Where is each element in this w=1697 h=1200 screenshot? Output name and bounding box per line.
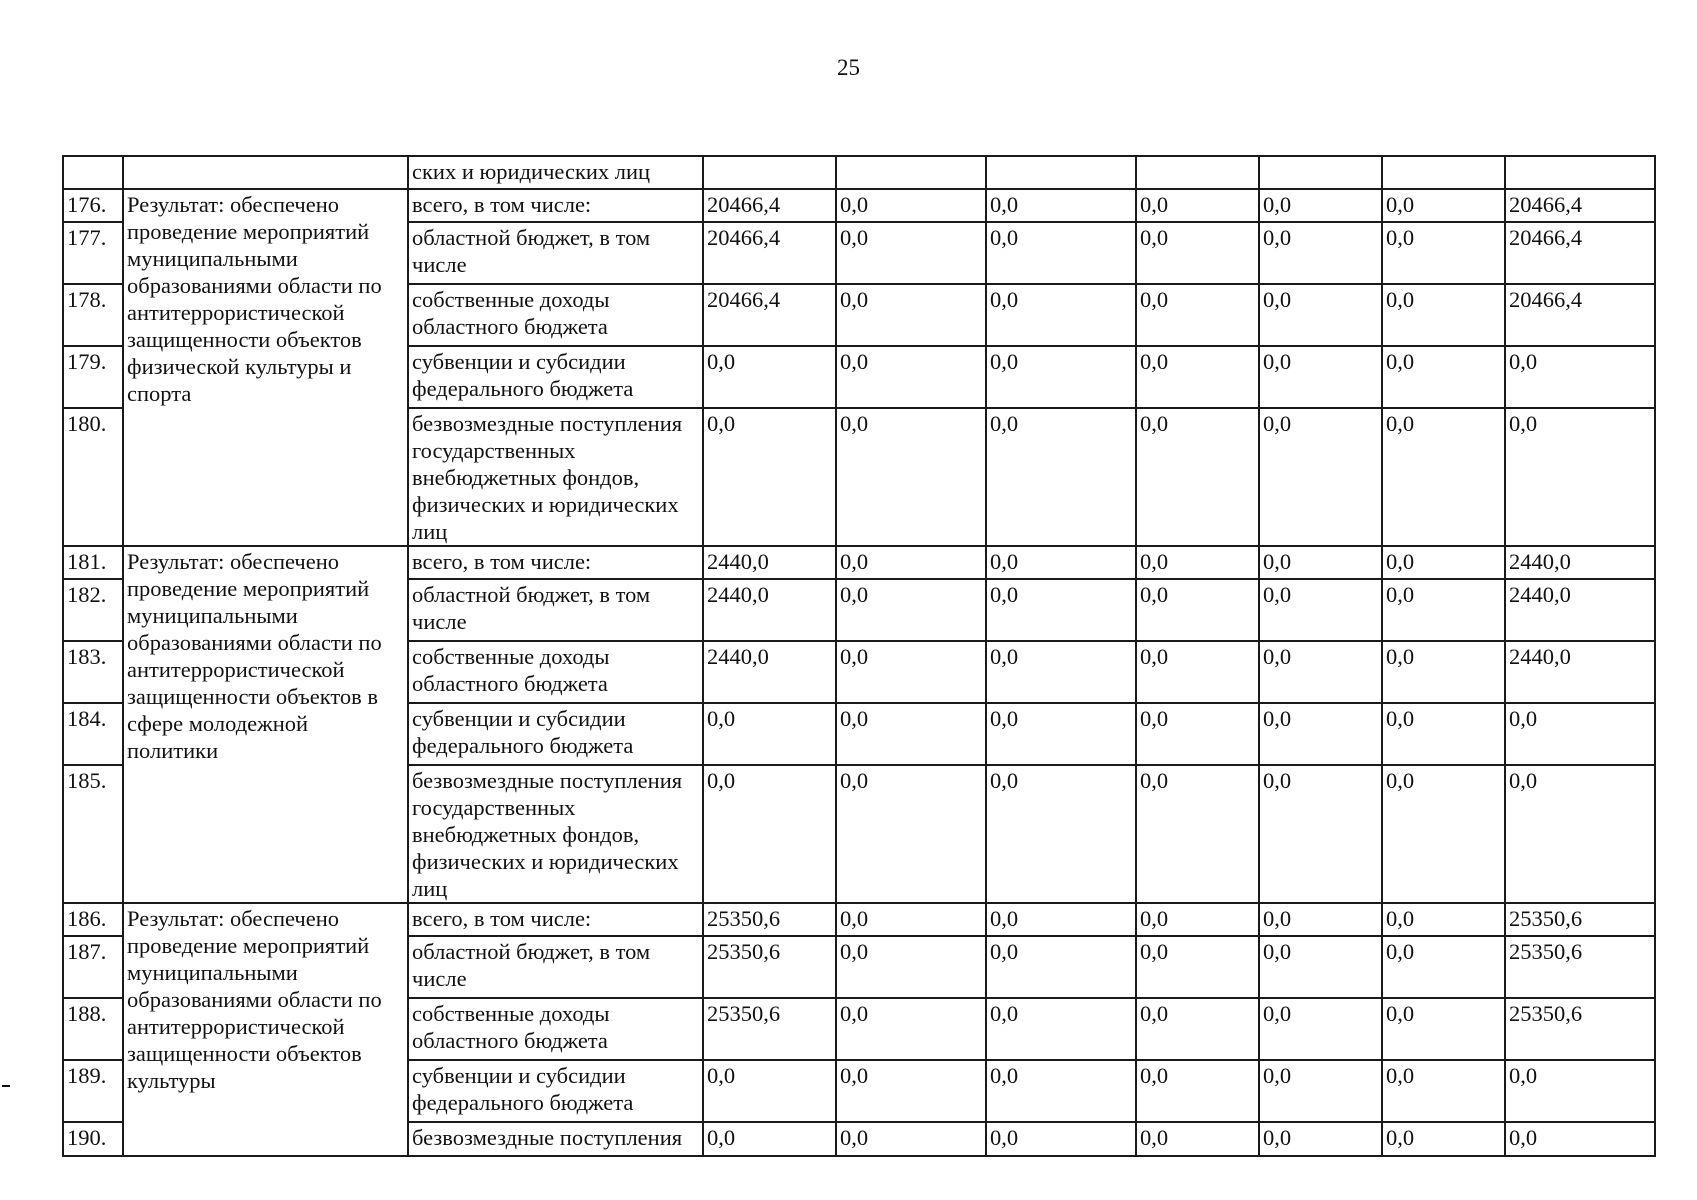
funding-source-cell: областной бюджет, в том числе — [408, 222, 703, 284]
value-cell: 0,0 — [1382, 579, 1505, 641]
value-cell: 0,0 — [1382, 641, 1505, 703]
value-cell: 0,0 — [986, 936, 1136, 998]
value-cell: 0,0 — [1136, 284, 1259, 346]
value-cell: 0,0 — [703, 1122, 836, 1156]
value-cell: 20466,4 — [703, 222, 836, 284]
funding-source-cell: ских и юридических лиц — [408, 156, 703, 189]
value-cell: 0,0 — [836, 546, 986, 579]
value-cell: 0,0 — [986, 222, 1136, 284]
value-cell: 0,0 — [703, 408, 836, 546]
value-cell: 0,0 — [1136, 546, 1259, 579]
row-number-cell: 189. — [63, 1060, 123, 1122]
row-number-cell — [63, 156, 123, 189]
value-cell: 25350,6 — [703, 903, 836, 936]
value-cell: 0,0 — [1382, 1122, 1505, 1156]
value-cell: 0,0 — [1382, 1060, 1505, 1122]
value-cell: 20466,4 — [703, 284, 836, 346]
value-cell: 0,0 — [986, 765, 1136, 903]
value-cell: 0,0 — [1136, 189, 1259, 222]
row-number-cell: 181. — [63, 546, 123, 579]
funding-source-cell: безвозмездные поступления государственных внебюджетных фондов, физических и юридических лиц — [408, 408, 703, 546]
value-cell: 0,0 — [1382, 903, 1505, 936]
value-cell: 0,0 — [1382, 998, 1505, 1060]
value-cell: 20466,4 — [703, 189, 836, 222]
row-number-cell: 182. — [63, 579, 123, 641]
value-cell — [703, 156, 836, 189]
value-cell: 0,0 — [1259, 579, 1382, 641]
table-row — [63, 903, 1655, 936]
value-cell: 0,0 — [836, 346, 986, 408]
value-cell: 0,0 — [986, 284, 1136, 346]
row-number-cell: 185. — [63, 765, 123, 903]
value-cell: 20466,4 — [1505, 222, 1655, 284]
value-cell: 0,0 — [1259, 703, 1382, 765]
value-cell: 0,0 — [1259, 189, 1382, 222]
value-cell: 0,0 — [1505, 1060, 1655, 1122]
value-cell: 0,0 — [836, 1060, 986, 1122]
row-number-cell: 176. — [63, 189, 123, 222]
value-cell: 0,0 — [1136, 936, 1259, 998]
value-cell: 0,0 — [1136, 903, 1259, 936]
value-cell: 0,0 — [836, 765, 986, 903]
value-cell: 0,0 — [986, 346, 1136, 408]
value-cell: 0,0 — [986, 546, 1136, 579]
value-cell: 0,0 — [1382, 222, 1505, 284]
value-cell: 0,0 — [1259, 222, 1382, 284]
funding-source-cell: субвенции и субсидии федерального бюджета — [408, 703, 703, 765]
value-cell: 0,0 — [836, 703, 986, 765]
row-number-cell: 187. — [63, 936, 123, 998]
value-cell — [1505, 156, 1655, 189]
value-cell: 0,0 — [986, 579, 1136, 641]
value-cell: 0,0 — [986, 903, 1136, 936]
result-cell: Результат: обеспечено проведение мероприятий муниципальными образованиями области по антитеррористической защищенности объектов культуры — [123, 903, 408, 1156]
value-cell: 0,0 — [986, 703, 1136, 765]
value-cell — [1259, 156, 1382, 189]
value-cell: 0,0 — [1136, 1122, 1259, 1156]
value-cell: 0,0 — [1382, 765, 1505, 903]
table-row-continuation — [63, 156, 1655, 189]
funding-source-cell: всего, в том числе: — [408, 903, 703, 936]
table-row — [63, 546, 1655, 579]
funding-source-cell: областной бюджет, в том числе — [408, 936, 703, 998]
value-cell: 0,0 — [986, 1122, 1136, 1156]
budget-table — [62, 155, 1656, 1157]
value-cell: 0,0 — [1259, 903, 1382, 936]
value-cell: 0,0 — [836, 189, 986, 222]
page-number: 25 — [837, 55, 860, 80]
row-number-cell: 183. — [63, 641, 123, 703]
value-cell: 0,0 — [1382, 189, 1505, 222]
value-cell — [836, 156, 986, 189]
value-cell: 0,0 — [836, 903, 986, 936]
value-cell: 0,0 — [1136, 765, 1259, 903]
value-cell: 0,0 — [703, 346, 836, 408]
value-cell: 25350,6 — [1505, 936, 1655, 998]
funding-source-cell: всего, в том числе: — [408, 546, 703, 579]
value-cell: 2440,0 — [703, 546, 836, 579]
value-cell: 0,0 — [836, 284, 986, 346]
value-cell: 0,0 — [1259, 1060, 1382, 1122]
value-cell: 2440,0 — [1505, 546, 1655, 579]
value-cell: 2440,0 — [703, 641, 836, 703]
row-number-cell: 177. — [63, 222, 123, 284]
value-cell: 0,0 — [1259, 641, 1382, 703]
value-cell: 0,0 — [836, 222, 986, 284]
funding-source-cell: собственные доходы областного бюджета — [408, 998, 703, 1060]
value-cell: 0,0 — [1136, 408, 1259, 546]
value-cell — [1382, 156, 1505, 189]
value-cell: 0,0 — [1505, 346, 1655, 408]
value-cell: 0,0 — [986, 998, 1136, 1060]
funding-source-cell: всего, в том числе: — [408, 189, 703, 222]
value-cell: 0,0 — [1259, 408, 1382, 546]
value-cell: 0,0 — [986, 641, 1136, 703]
value-cell: 2440,0 — [1505, 579, 1655, 641]
value-cell: 0,0 — [1136, 346, 1259, 408]
value-cell: 0,0 — [703, 1060, 836, 1122]
funding-source-cell: субвенции и субсидии федерального бюджета — [408, 1060, 703, 1122]
margin-mark — [2, 1085, 10, 1087]
value-cell: 0,0 — [1382, 284, 1505, 346]
value-cell: 0,0 — [1259, 346, 1382, 408]
row-number-cell: 190. — [63, 1122, 123, 1156]
row-number-cell: 188. — [63, 998, 123, 1060]
row-number-cell: 180. — [63, 408, 123, 546]
value-cell: 0,0 — [1382, 936, 1505, 998]
value-cell: 25350,6 — [1505, 903, 1655, 936]
result-cell: Результат: обеспечено проведение мероприятий муниципальными образованиями области по антитеррористической защищенности объектов в сфере молодежной политики — [123, 546, 408, 903]
value-cell: 0,0 — [836, 408, 986, 546]
value-cell: 0,0 — [1382, 546, 1505, 579]
result-cell: Результат: обеспечено проведение мероприятий муниципальными образованиями области по антитеррористической защищенности объектов физической культуры и спорта — [123, 189, 408, 546]
value-cell — [1136, 156, 1259, 189]
value-cell: 0,0 — [1136, 222, 1259, 284]
value-cell: 0,0 — [1136, 703, 1259, 765]
value-cell: 0,0 — [836, 579, 986, 641]
value-cell: 0,0 — [1259, 765, 1382, 903]
value-cell: 0,0 — [986, 189, 1136, 222]
value-cell: 0,0 — [1259, 998, 1382, 1060]
value-cell: 0,0 — [1259, 284, 1382, 346]
value-cell: 0,0 — [1505, 408, 1655, 546]
value-cell: 0,0 — [836, 641, 986, 703]
value-cell: 0,0 — [1259, 1122, 1382, 1156]
row-number-cell: 178. — [63, 284, 123, 346]
value-cell: 0,0 — [836, 1122, 986, 1156]
value-cell: 0,0 — [986, 408, 1136, 546]
value-cell: 0,0 — [1136, 998, 1259, 1060]
value-cell: 0,0 — [703, 765, 836, 903]
value-cell: 0,0 — [1382, 703, 1505, 765]
row-number-cell: 179. — [63, 346, 123, 408]
row-number-cell: 186. — [63, 903, 123, 936]
funding-source-cell: областной бюджет, в том числе — [408, 579, 703, 641]
value-cell: 25350,6 — [703, 936, 836, 998]
funding-source-cell: субвенции и субсидии федерального бюджета — [408, 346, 703, 408]
funding-source-cell: безвозмездные поступления государственных внебюджетных фондов, физических и юридических лиц — [408, 765, 703, 903]
value-cell: 0,0 — [1382, 408, 1505, 546]
value-cell: 0,0 — [1505, 703, 1655, 765]
funding-source-cell: безвозмездные поступления — [408, 1122, 703, 1156]
value-cell: 0,0 — [836, 936, 986, 998]
value-cell: 2440,0 — [703, 579, 836, 641]
value-cell: 0,0 — [1505, 765, 1655, 903]
value-cell: 0,0 — [1136, 579, 1259, 641]
table-row — [63, 189, 1655, 222]
value-cell: 0,0 — [1259, 546, 1382, 579]
value-cell: 20466,4 — [1505, 284, 1655, 346]
value-cell: 0,0 — [703, 703, 836, 765]
value-cell: 0,0 — [986, 1060, 1136, 1122]
value-cell: 2440,0 — [1505, 641, 1655, 703]
funding-source-cell: собственные доходы областного бюджета — [408, 284, 703, 346]
value-cell — [986, 156, 1136, 189]
result-cell — [123, 156, 408, 189]
value-cell: 0,0 — [1505, 1122, 1655, 1156]
value-cell: 25350,6 — [703, 998, 836, 1060]
row-number-cell: 184. — [63, 703, 123, 765]
value-cell: 0,0 — [1259, 936, 1382, 998]
value-cell: 0,0 — [1136, 1060, 1259, 1122]
value-cell: 0,0 — [1382, 346, 1505, 408]
value-cell: 0,0 — [836, 998, 986, 1060]
funding-source-cell: собственные доходы областного бюджета — [408, 641, 703, 703]
table-body — [63, 156, 1655, 1156]
value-cell: 25350,6 — [1505, 998, 1655, 1060]
value-cell: 20466,4 — [1505, 189, 1655, 222]
value-cell: 0,0 — [1136, 641, 1259, 703]
